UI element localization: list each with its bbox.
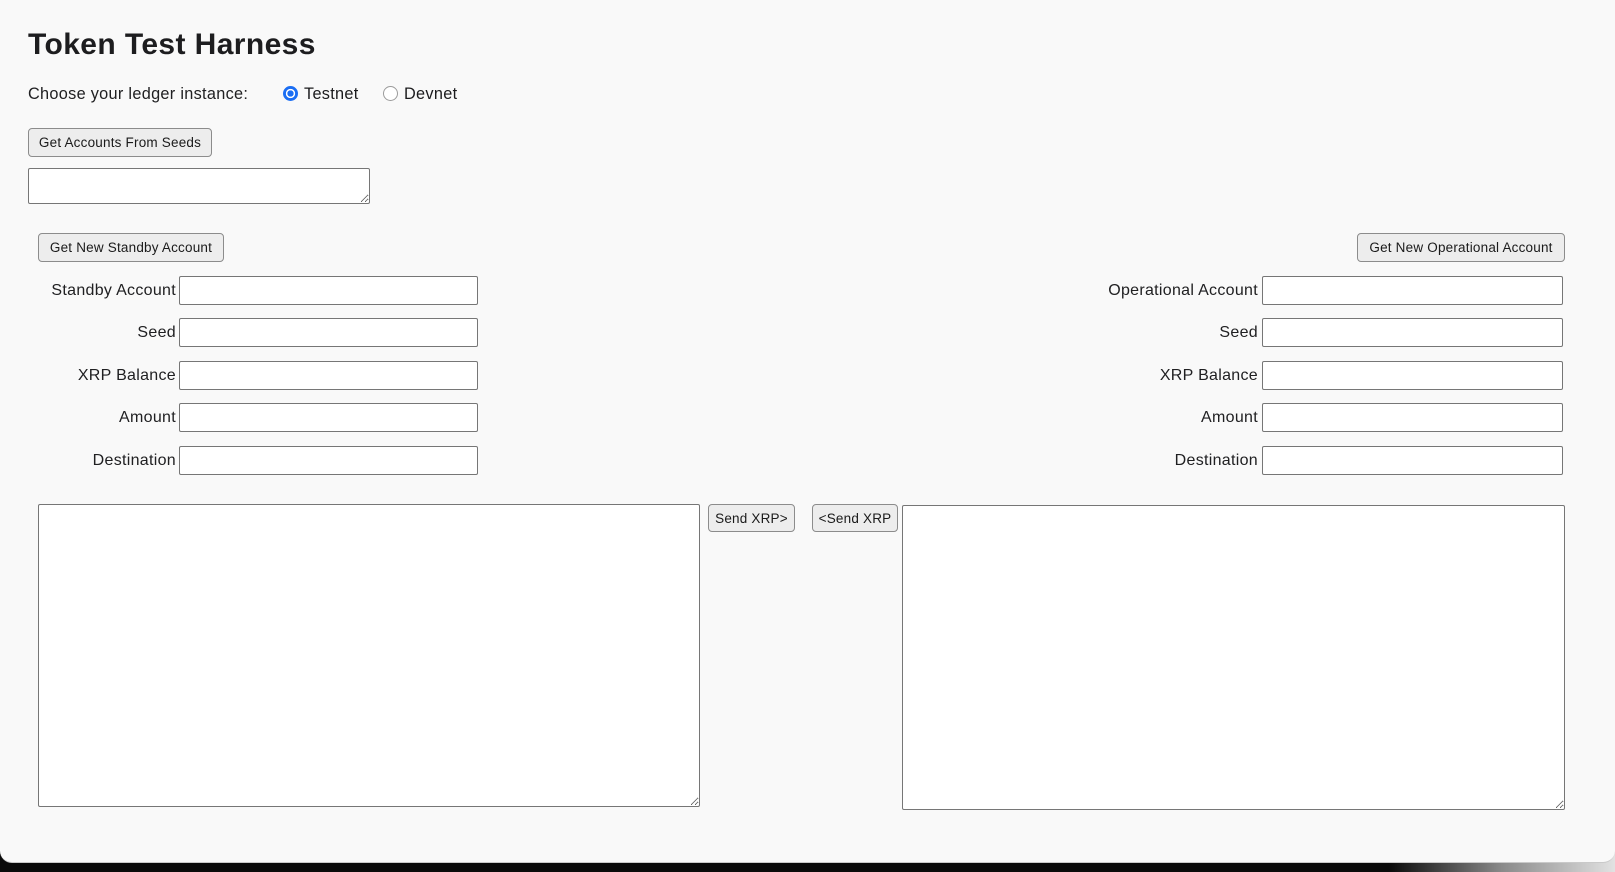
operational-amount-label: Amount: [1201, 409, 1258, 426]
standby-amount-input[interactable]: [179, 403, 478, 432]
operational-destination-input[interactable]: [1262, 446, 1563, 475]
devnet-radio[interactable]: [383, 86, 398, 101]
standby-seed-label: Seed: [137, 324, 176, 341]
testnet-radio-label[interactable]: Testnet: [304, 85, 359, 103]
testnet-radio[interactable]: [283, 86, 298, 101]
standby-results-textarea[interactable]: [38, 504, 700, 807]
operational-seed-input[interactable]: [1262, 318, 1563, 347]
operational-amount-input[interactable]: [1262, 403, 1563, 432]
operational-account-label: Operational Account: [1108, 282, 1258, 299]
operational-seed-label: Seed: [1219, 324, 1258, 341]
page-title: Token Test Harness: [28, 28, 316, 61]
operational-account-input[interactable]: [1262, 276, 1563, 305]
standby-destination-input[interactable]: [179, 446, 478, 475]
standby-destination-label: Destination: [92, 452, 176, 469]
standby-account-label: Standby Account: [51, 282, 176, 299]
ledger-instance-chooser: [0, 84, 1615, 104]
standby-amount-label: Amount: [119, 409, 176, 426]
send-xrp-to-standby-button[interactable]: <Send XRP: [812, 504, 898, 532]
operational-xrp-balance-input[interactable]: [1262, 361, 1563, 390]
get-new-standby-account-button[interactable]: Get New Standby Account: [38, 233, 224, 262]
standby-xrp-balance-input[interactable]: [179, 361, 478, 390]
operational-results-textarea[interactable]: [902, 505, 1565, 810]
send-xrp-to-operational-button[interactable]: Send XRP>: [708, 504, 795, 532]
get-new-operational-account-button[interactable]: Get New Operational Account: [1357, 233, 1565, 262]
operational-destination-label: Destination: [1174, 452, 1258, 469]
standby-seed-input[interactable]: [179, 318, 478, 347]
standby-account-input[interactable]: [179, 276, 478, 305]
standby-xrp-balance-label: XRP Balance: [77, 367, 176, 384]
devnet-radio-label[interactable]: Devnet: [404, 85, 458, 103]
get-accounts-from-seeds-button[interactable]: Get Accounts From Seeds: [28, 128, 212, 157]
seeds-textarea[interactable]: [28, 168, 370, 204]
operational-xrp-balance-label: XRP Balance: [1159, 367, 1258, 384]
ledger-instance-label: Choose your ledger instance:: [28, 85, 249, 103]
